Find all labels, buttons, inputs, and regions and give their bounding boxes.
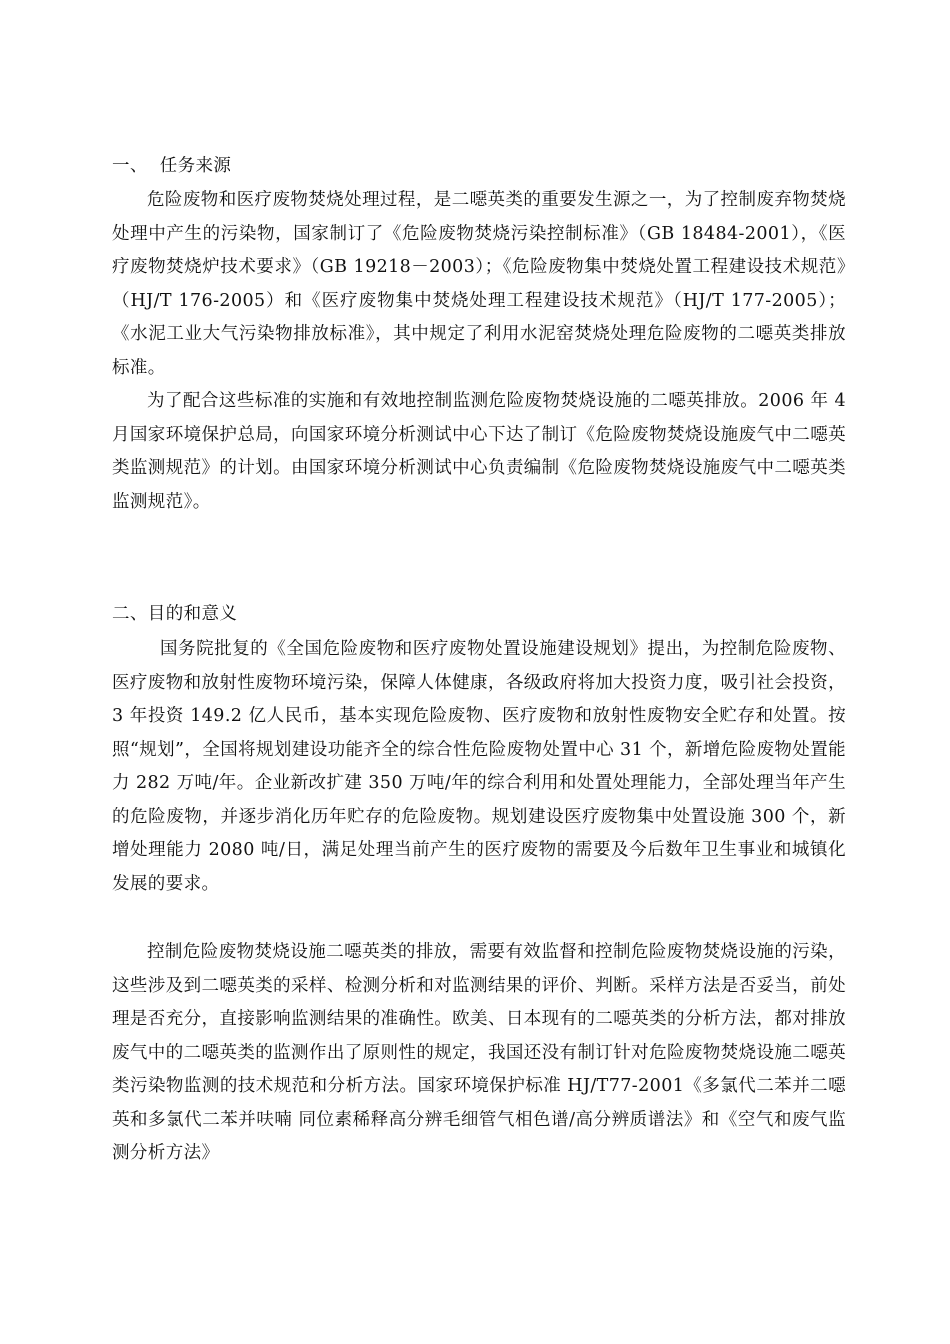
section-heading-purpose: 二、目的和意义 bbox=[112, 604, 238, 624]
section-heading-task-source: 一、 任务来源 bbox=[112, 156, 232, 176]
paragraph-national-plan: 国务院批复的《全国危险废物和医疗废物处置设施建设规划》提出，为控制危险废物、医疗废物和放射性废物环境污染，保障人体健康，各级政府将加大投资力度，吸引社会投资，3 年投资 149.2 亿人民币，基本实现危险废物、医疗废物和放射性废物安全贮存和处置。按照“规划”，全国将规划建设功能齐全的综合性危险废物处置中心 31 个，新增危险废物处置能力 282 万吨/年。企业新改扩建 350 万吨/年的综合利用和处置处理能力，全部处理当年产生的危险废物，并逐步消化历年贮存的危险废物。规划建设医疗废物集中处置设施 300 个，新增处理能力 2080 吨/日，满足处理当前产生的医疗废物的需要及今后数年卫生事业和城镇化发展的要求。 bbox=[112, 639, 846, 894]
paragraph-emission-control: 控制危险废物焚烧设施二噁英类的排放，需要有效监督和控制危险废物焚烧设施的污染，这些涉及到二噁英类的采样、检测分析和对监测结果的评价、判断。采样方法是否妥当，前处理是否充分，直接影响监测结果的准确性。欧美、日本现有的二噁英类的分析方法，都对排放废气中的二噁英类的监测作出了原则性的规定，我国还没有制订针对危险废物焚烧设施二噁英类污染物监测的技术规范和分析方法。国家环境保护标准 HJ/T77-2001《多氯代二苯并二噁英和多氯代二苯并呋喃 同位素稀释高分辨毛细管气相色谱/高分辨质谱法》和《空气和废气监测分析方法》 bbox=[112, 942, 846, 1163]
paragraph-incineration-standards: 危险废物和医疗废物焚烧处理过程，是二噁英类的重要发生源之一，为了控制废弃物焚烧处理中产生的污染物，国家制订了《危险废物焚烧污染控制标准》（GB 18484-2001），《医疗废物焚烧炉技术要求》（GB 19218－2003）；《危险废物集中焚烧处置工程建设技术规范》（HJ/T 176-2005）和《医疗废物集中焚烧处理工程建设技术规范》（HJ/T 177-2005）；《水泥工业大气污染物排放标准》，其中规定了利用水泥窑焚烧处理危险废物的二噁英类排放标准。 bbox=[112, 190, 846, 378]
paragraph-monitoring-plan: 为了配合这些标准的实施和有效地控制监测危险废物焚烧设施的二噁英排放。2006 年 4 月国家环境保护总局，向国家环境分析测试中心下达了制订《危险废物焚烧设施废气中二噁英类监测规范》的计划。由国家环境分析测试中心负责编制《危险废物焚烧设施废气中二噁英类监测规范》。 bbox=[112, 391, 846, 512]
